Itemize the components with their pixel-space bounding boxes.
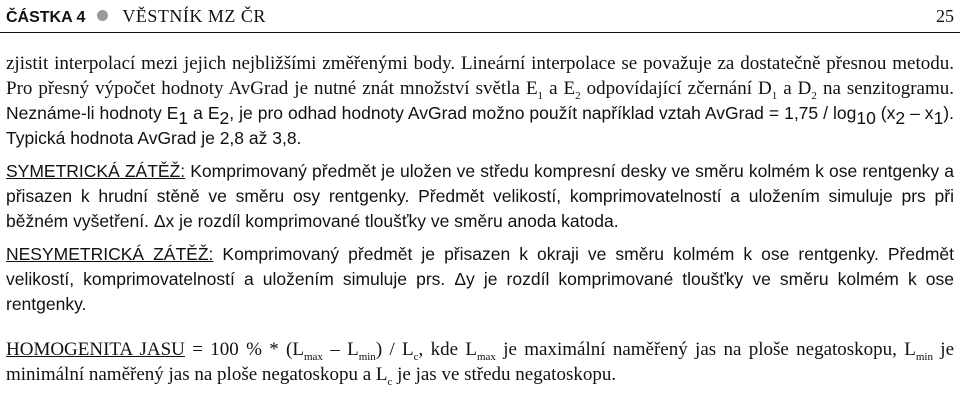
paragraph-luminance-homogeneity: [6, 337, 954, 387]
subscript: c: [413, 350, 419, 363]
text-run: a D: [777, 78, 812, 99]
text-run: je jas ve středu negatoskopu.: [392, 364, 617, 385]
text-run: – x: [905, 103, 934, 123]
text-run: , kde L: [418, 339, 477, 360]
subscript: c: [387, 375, 393, 388]
text-run: Komprimovaný předmět je přisazen k okraji ve směru kolmém k ose rentgenky. Předmět velikostí, komprimovatelností a uložením simuluje prs. Δy je rozdíl komprimované tloušťky ve směru kolmém k ose rentgenky.: [6, 244, 954, 314]
text-run: odpovídající zčernání D: [580, 78, 772, 99]
text-run: ) / L: [375, 339, 414, 360]
subscript: max: [303, 350, 323, 363]
text-run: je minimální naměřený jas na ploše negatoskopu a L: [6, 339, 955, 385]
text-run: – L: [322, 339, 359, 360]
subscript: 1: [933, 107, 944, 128]
text-run: a E: [188, 103, 220, 123]
heading-asymmetric-load: NESYMETRICKÁ ZÁTĚŽ:: [6, 244, 214, 264]
subscript: max: [476, 350, 496, 363]
document-body: [0, 33, 960, 387]
subscript: 10: [856, 107, 876, 128]
heading-symmetric-load: SYMETRICKÁ ZÁTĚŽ:: [6, 161, 186, 181]
section-label: ČÁSTKA 4: [6, 9, 86, 26]
subscript: 1: [537, 89, 544, 102]
text-run: Neznáme-li hodnoty E: [6, 103, 179, 123]
subscript: 1: [178, 107, 189, 128]
text-run: , je pro odhad hodnoty AvGrad možno použít například vztah AvGrad = 1,75 / log: [229, 103, 857, 123]
subscript: 1: [771, 89, 778, 102]
text-run: (x: [875, 103, 896, 123]
subscript: min: [915, 350, 933, 363]
text-run: a E: [543, 78, 576, 99]
text-run: Komprimovaný předmět je uložen ve středu kompresní desky ve směru kolmém k ose rentgenky a přisazen k hrudní stěně ve směru osy rentgenky. Předmět velikostí, komprimovatelností a uložením simuluje prs při běžném vyšetření.: [6, 161, 954, 231]
journal-title: VĚSTNÍK MZ ČR: [122, 6, 266, 26]
subscript: 2: [811, 89, 817, 102]
text-run: ). Typická hodnota AvGrad je 2,8 až 3,8.: [6, 103, 954, 148]
subscript: 2: [575, 89, 581, 102]
paragraph-interpolation: [6, 51, 954, 151]
subscript: 2: [219, 107, 230, 128]
text-run: = 100 % * (L: [184, 339, 304, 360]
text-run: zjistit interpolací mezi jejich nejbližšími změřenými body. Lineární interpolace se považuje za dostatečně přesnou metodu. Pro přesný výpočet hodnoty AvGrad je nutné znát množství světla E: [6, 53, 954, 99]
heading-luminance-homogeneity: HOMOGENITA JASU: [6, 339, 185, 360]
text-run: je maximální naměřený jas na ploše negatoskopu, L: [495, 339, 916, 360]
paragraph-symmetric-load: [6, 159, 954, 234]
subscript: min: [358, 350, 376, 363]
bullet-icon: [97, 10, 108, 21]
paragraph-asymmetric-load: [6, 242, 954, 317]
text-run: na senzitogramu.: [816, 78, 954, 99]
page-header: [0, 0, 960, 33]
subscript: 2: [895, 107, 906, 128]
text-run: Δx je rozdíl komprimované tloušťky ve směru anoda katoda.: [153, 211, 619, 231]
page-number: 25: [936, 6, 954, 26]
